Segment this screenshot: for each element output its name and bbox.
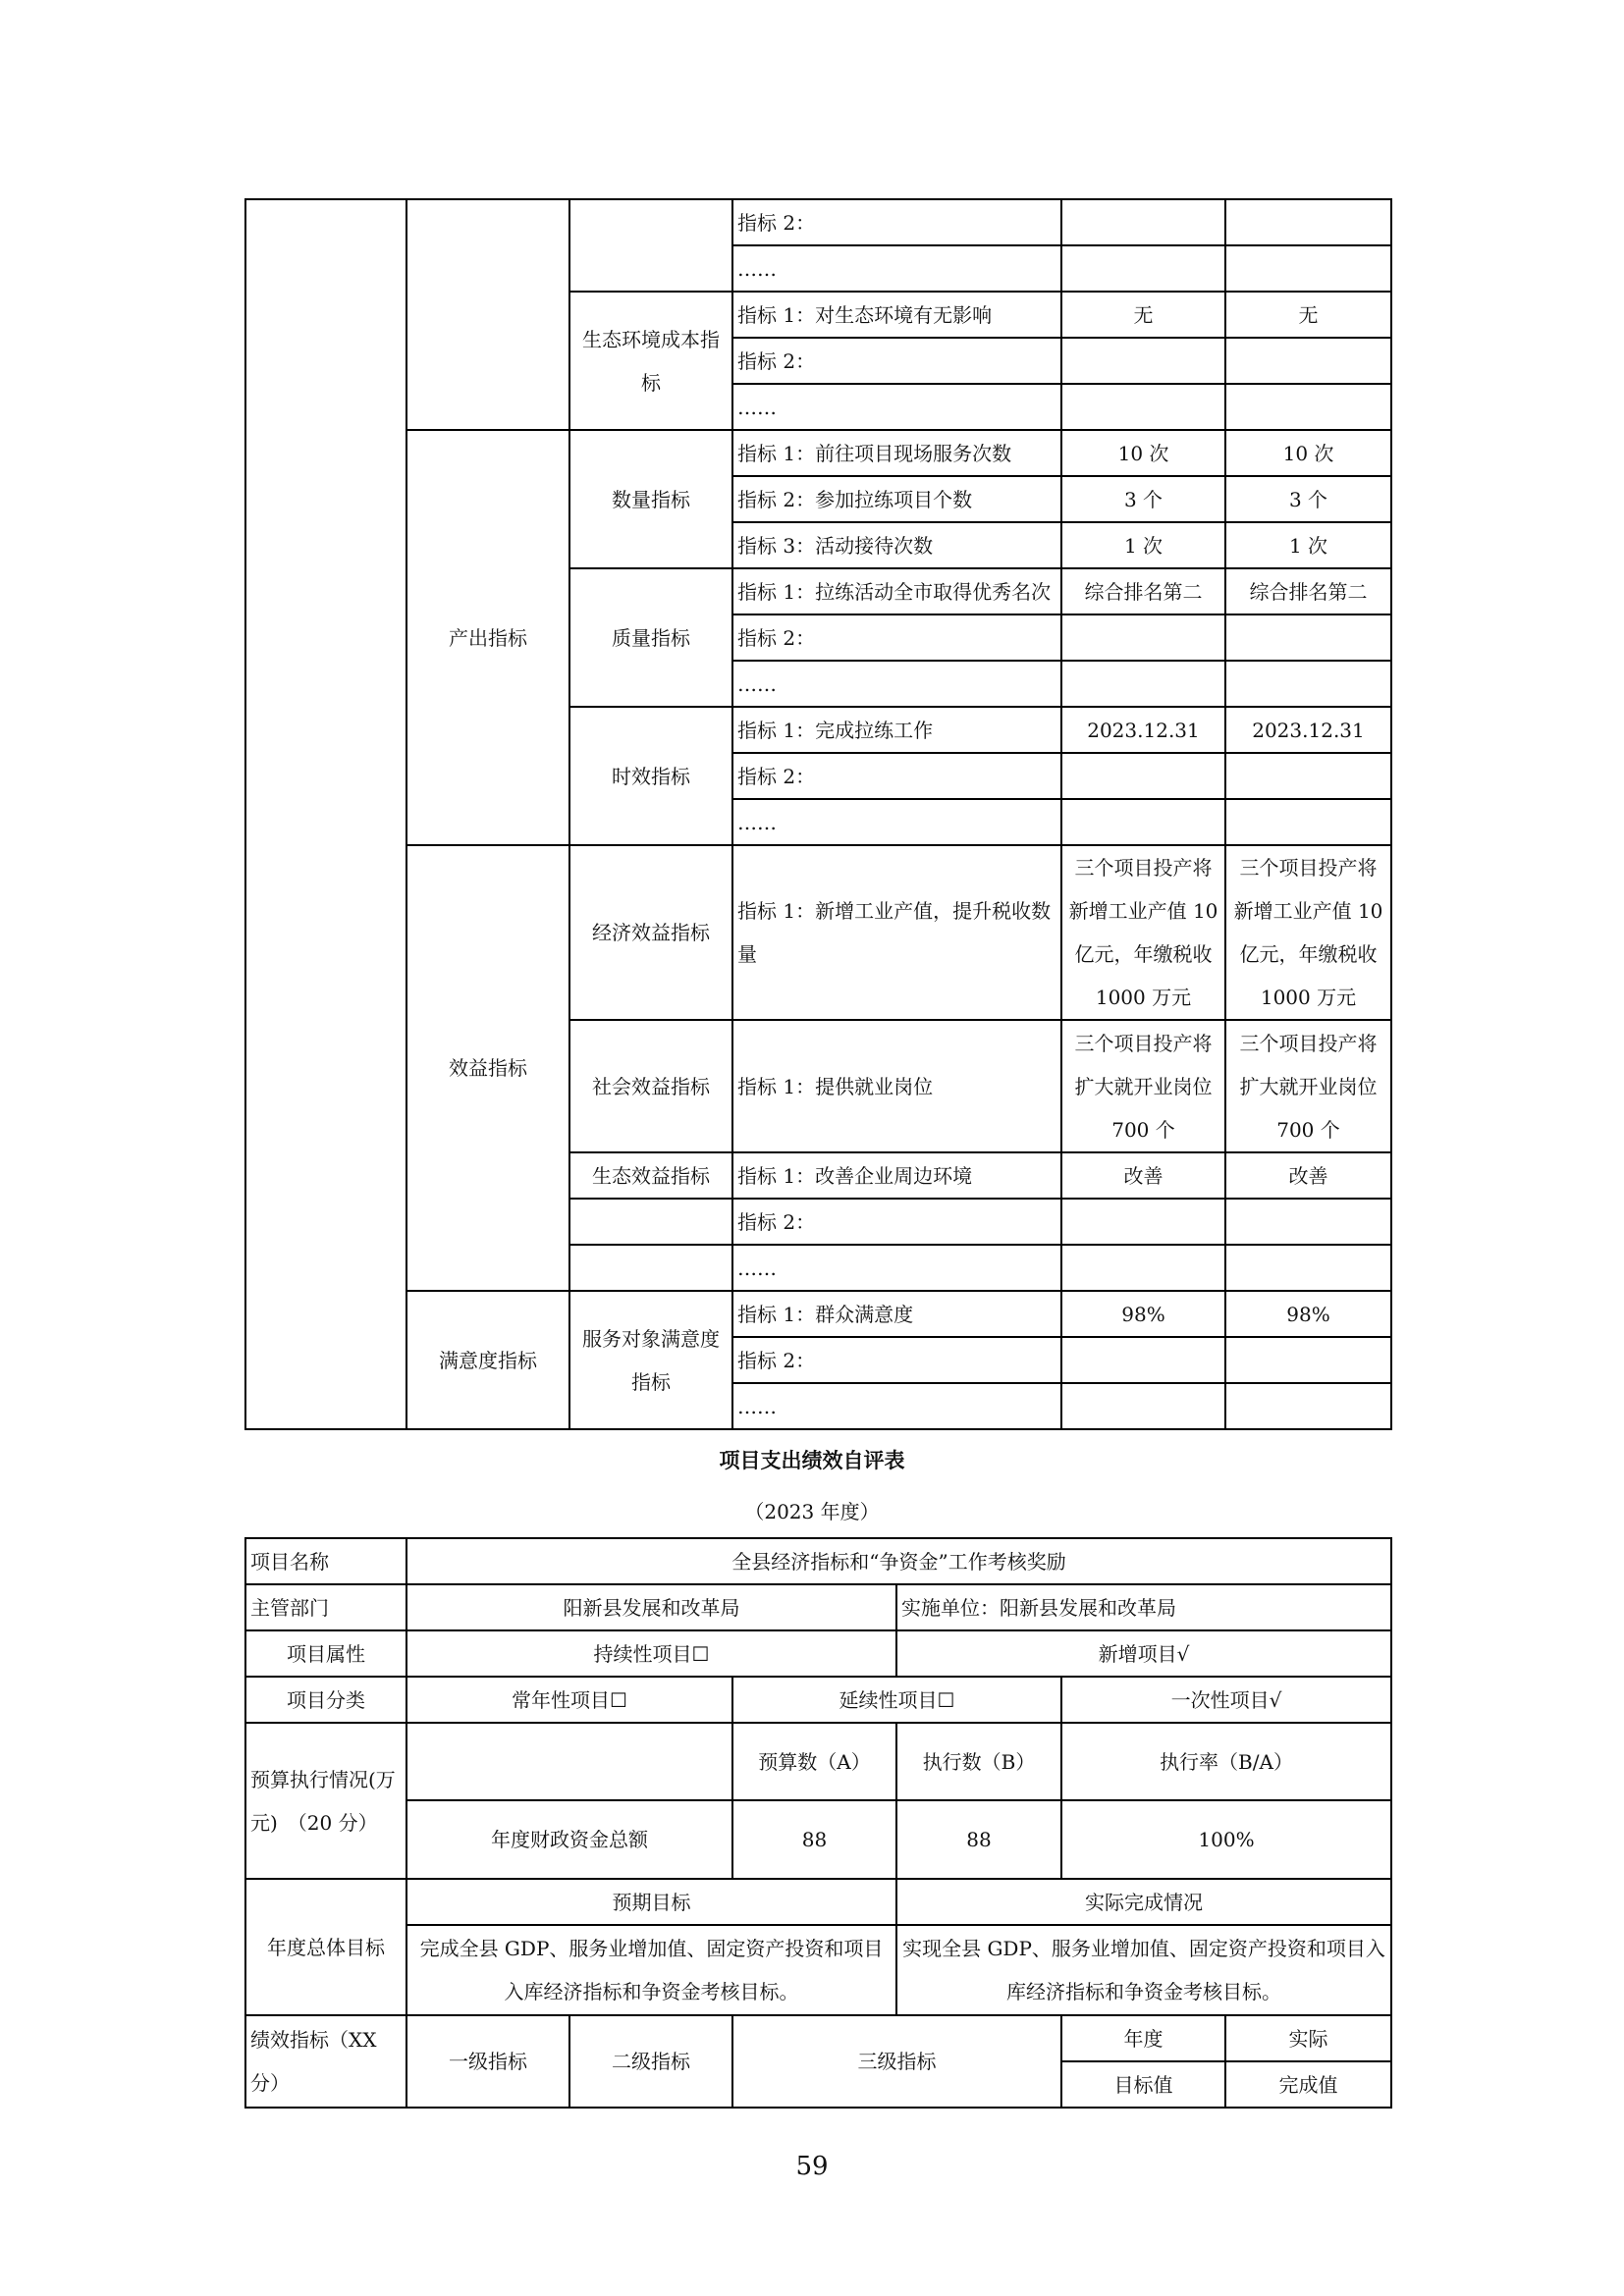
target-cell — [1061, 661, 1225, 707]
second-level-cell: 满意度指标 — [406, 1291, 569, 1429]
target-cell — [1061, 799, 1225, 845]
target-cell: 三个项目投产将新增工业产值 10 亿元，年缴税收 1000 万元 — [1061, 845, 1225, 1020]
actual-cell — [1225, 753, 1391, 799]
table-title: 项目支出绩效自评表 — [719, 1449, 905, 1472]
indicator-cell: …… — [732, 245, 1061, 292]
indicator-cell: …… — [732, 1245, 1061, 1291]
indicator-cell: 指标 1：前往项目现场服务次数 — [732, 430, 1061, 476]
indicator-cell: 指标 1：对生态环境有无影响 — [732, 292, 1061, 338]
third-level-cell — [569, 199, 732, 292]
indicator-cell: 指标 1：改善企业周边环境 — [732, 1152, 1061, 1199]
goal-label: 年度总体目标 — [245, 1879, 406, 2015]
budget-total-a: 88 — [732, 1800, 896, 1879]
project-name-label: 项目名称 — [245, 1538, 406, 1584]
third-level-cell: 生态效益指标 — [569, 1152, 732, 1199]
budget-label: 预算执行情况(万元) （20 分） — [245, 1723, 406, 1879]
project-self-evaluation-table — [244, 1537, 1392, 2109]
indicator-cell: 指标 1：提供就业岗位 — [732, 1020, 1061, 1152]
indicator-cell: …… — [732, 1383, 1061, 1429]
third-level-cell — [569, 1245, 732, 1291]
indicator-cell: 指标 1：完成拉练工作 — [732, 707, 1061, 753]
target-cell — [1061, 753, 1225, 799]
indicator-cell: 指标 2： — [732, 338, 1061, 384]
indicator-cell: 指标 2： — [732, 614, 1061, 661]
indicator-cell: 指标 1：群众满意度 — [732, 1291, 1061, 1337]
target-cell: 三个项目投产将扩大就开业岗位 700 个 — [1061, 1020, 1225, 1152]
first-level-cell — [245, 199, 406, 1429]
actual-cell — [1225, 799, 1391, 845]
budget-total-b: 88 — [896, 1800, 1061, 1879]
category-once: 一次性项目√ — [1061, 1677, 1391, 1723]
target-cell: 98% — [1061, 1291, 1225, 1337]
perf-label: 绩效指标（XX 分） — [245, 2015, 406, 2108]
third-level-cell: 生态环境成本指标 — [569, 292, 732, 430]
actual-cell — [1225, 384, 1391, 430]
indicator-cell: …… — [732, 799, 1061, 845]
second-level-cell: 产出指标 — [406, 430, 569, 845]
dept-value: 阳新县发展和改革局 — [406, 1584, 896, 1630]
target-cell: 综合排名第二 — [1061, 568, 1225, 614]
budget-rate-header: 执行率（B/A） — [1061, 1723, 1391, 1800]
indicator-cell: 指标 2： — [732, 1199, 1061, 1245]
impl-unit: 实施单位：阳新县发展和改革局 — [896, 1584, 1391, 1630]
target-cell: 2023.12.31 — [1061, 707, 1225, 753]
target-cell — [1061, 199, 1225, 245]
actual-cell: 无 — [1225, 292, 1391, 338]
target-cell — [1061, 1199, 1225, 1245]
third-level-cell: 服务对象满意度指标 — [569, 1291, 732, 1429]
indicator-cell: 指标 2： — [732, 1337, 1061, 1383]
perf-l3-header: 三级指标 — [732, 2015, 1061, 2108]
target-cell — [1061, 1383, 1225, 1429]
third-level-cell: 数量指标 — [569, 430, 732, 568]
category-extended: 延续性项目☐ — [732, 1677, 1061, 1723]
goal-expected: 完成全县 GDP、服务业增加值、固定资产投资和项目入库经济指标和争资金考核目标。 — [406, 1925, 896, 2015]
actual-cell: 10 次 — [1225, 430, 1391, 476]
budget-a-header: 预算数（A） — [732, 1723, 896, 1800]
indicator-cell: 指标 3：活动接待次数 — [732, 522, 1061, 568]
target-cell — [1061, 1337, 1225, 1383]
actual-cell: 2023.12.31 — [1225, 707, 1391, 753]
second-level-cell — [406, 199, 569, 430]
indicator-cell: 指标 2： — [732, 753, 1061, 799]
target-cell — [1061, 245, 1225, 292]
third-level-cell: 经济效益指标 — [569, 845, 732, 1020]
target-cell — [1061, 384, 1225, 430]
actual-cell: 3 个 — [1225, 476, 1391, 522]
third-level-cell — [569, 1199, 732, 1245]
budget-header-blank — [406, 1723, 732, 1800]
third-level-cell: 质量指标 — [569, 568, 732, 707]
target-cell — [1061, 1245, 1225, 1291]
goal-actual: 实现全县 GDP、服务业增加值、固定资产投资和项目入库经济指标和争资金考核目标。 — [896, 1925, 1391, 2015]
actual-cell — [1225, 614, 1391, 661]
actual-cell: 改善 — [1225, 1152, 1391, 1199]
goal-expected-label: 预期目标 — [406, 1879, 896, 1925]
indicator-cell: 指标 2：参加拉练项目个数 — [732, 476, 1061, 522]
indicator-cell: …… — [732, 384, 1061, 430]
actual-cell — [1225, 1245, 1391, 1291]
actual-cell — [1225, 1199, 1391, 1245]
performance-indicator-table-continued — [244, 198, 1392, 1430]
actual-cell — [1225, 199, 1391, 245]
actual-cell: 三个项目投产将扩大就开业岗位 700 个 — [1225, 1020, 1391, 1152]
budget-b-header: 执行数（B） — [896, 1723, 1061, 1800]
target-cell — [1061, 614, 1225, 661]
category-label: 项目分类 — [245, 1677, 406, 1723]
target-cell: 1 次 — [1061, 522, 1225, 568]
actual-cell: 三个项目投产将新增工业产值 10 亿元，年缴税收 1000 万元 — [1225, 845, 1391, 1020]
attr-label: 项目属性 — [245, 1630, 406, 1677]
target-cell: 10 次 — [1061, 430, 1225, 476]
perf-actual-header: 实际 — [1225, 2015, 1391, 2061]
actual-cell — [1225, 1337, 1391, 1383]
dept-label: 主管部门 — [245, 1584, 406, 1630]
third-level-cell: 时效指标 — [569, 707, 732, 845]
project-name: 全县经济指标和“争资金”工作考核奖励 — [406, 1538, 1391, 1584]
actual-cell: 98% — [1225, 1291, 1391, 1337]
indicator-cell: 指标 1：拉练活动全市取得优秀名次 — [732, 568, 1061, 614]
target-cell: 无 — [1061, 292, 1225, 338]
indicator-cell: 指标 1：新增工业产值，提升税收数量 — [732, 845, 1061, 1020]
second-level-cell: 效益指标 — [406, 845, 569, 1291]
actual-cell — [1225, 661, 1391, 707]
budget-total-label: 年度财政资金总额 — [406, 1800, 732, 1879]
perf-target-header: 目标值 — [1061, 2061, 1225, 2108]
target-cell: 3 个 — [1061, 476, 1225, 522]
table-year: （2023 年度） — [744, 1500, 880, 1523]
page-number: 59 — [795, 2152, 829, 2181]
attr-new: 新增项目√ — [896, 1630, 1391, 1677]
perf-done-header: 完成值 — [1225, 2061, 1391, 2108]
actual-cell — [1225, 245, 1391, 292]
perf-year-header: 年度 — [1061, 2015, 1225, 2061]
attr-continuing: 持续性项目☐ — [406, 1630, 896, 1677]
target-cell — [1061, 338, 1225, 384]
indicator-cell: 指标 2： — [732, 199, 1061, 245]
actual-cell: 综合排名第二 — [1225, 568, 1391, 614]
actual-cell: 1 次 — [1225, 522, 1391, 568]
actual-cell — [1225, 338, 1391, 384]
category-regular: 常年性项目☐ — [406, 1677, 732, 1723]
third-level-cell: 社会效益指标 — [569, 1020, 732, 1152]
goal-actual-label: 实际完成情况 — [896, 1879, 1391, 1925]
actual-cell — [1225, 1383, 1391, 1429]
budget-total-rate: 100% — [1061, 1800, 1391, 1879]
indicator-cell: …… — [732, 661, 1061, 707]
perf-l2-header: 二级指标 — [569, 2015, 732, 2108]
perf-l1-header: 一级指标 — [406, 2015, 569, 2108]
target-cell: 改善 — [1061, 1152, 1225, 1199]
